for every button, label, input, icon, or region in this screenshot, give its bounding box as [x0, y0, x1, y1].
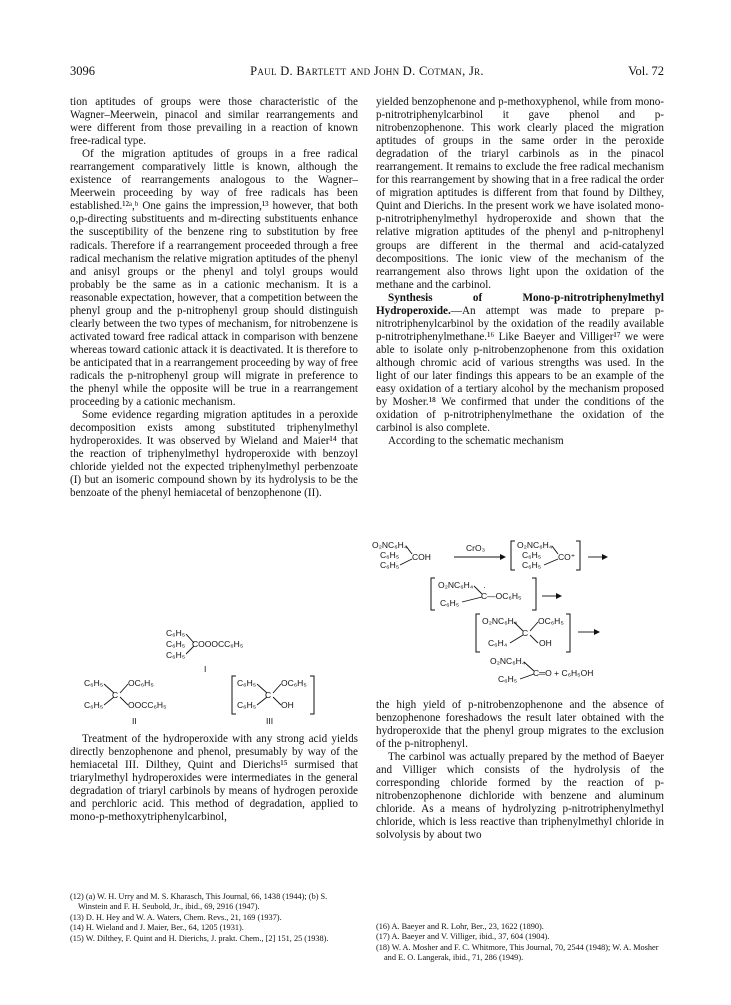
chem-label: CO⁺ — [558, 552, 576, 562]
footnote: (14) H. Wieland and J. Maier, Ber., 64, 1205 (1931). — [70, 923, 244, 933]
chem-label: C₆H₅ — [166, 639, 186, 649]
chem-label: C₆H₅ — [498, 674, 518, 684]
chem-label: C₆H₄ — [488, 638, 508, 648]
paragraph: tion aptitudes of groups were those characteristic of the Wagner–Meerwein, pinacol and similar rearrangements and were different from those prevailing in a reaction of known free-radical type. — [70, 96, 358, 148]
chem-label: OH — [539, 638, 552, 648]
reagent-label: CrO₃ — [466, 543, 486, 553]
paragraph: Some evidence regarding migration aptitudes in a peroxide decomposition exists among substituted triphenylmethyl hydroperoxides. It was observed by Wieland and Maier¹⁴ that the reaction of triphenylmethyl hydroperoxide with benzoyl chloride yielded not the expected triphenylmethyl perbenzoate (I) but an isomeric compound shown by its hydrolysis to be the benzoate of the phenyl hemiacetal of benzophenone (II). — [70, 409, 358, 500]
footnote: (18) W. A. Mosher and F. C. Whitmore, This Journal, 70, 2544 (1948); W. A. Mosher and E. O. Langerak, ibid., 71, 286 (1949). — [376, 942, 659, 963]
paragraph: the high yield of p-nitrobenzophenone and the absence of benzophenone foreshadows the result later obtained with the hydroperoxide that the phenyl group migrates to the exclusion of the p-nitrophenyl. — [376, 699, 664, 751]
chem-label: C₆H₅ — [84, 678, 104, 688]
left-column — [70, 96, 358, 500]
chem-label: O₂NC₆H₄ — [372, 540, 408, 550]
chem-label: C₆H₅ — [166, 628, 186, 638]
chem-label: C₆H₅ — [380, 560, 400, 570]
structure-III — [232, 676, 314, 726]
footnote: (16) A. Baeyer and R. Lohr, Ber., 23, 1622 (1890). — [376, 922, 544, 931]
paragraph: yielded benzophenone and p-methoxyphenol, while from mono-p-nitrotriphenylcarbinol it gave phenol and p-nitrobenzophenone. This work clearly placed the migration aptitudes of groups in the same order in the peroxide degradation of the triaryl carbinols as in the pinacol rearrangement. It remains to exclude the free radical mechanism for this rearrangement by showing that in a free radical the order of migration aptitudes is different from that found by Dilthey, Quint and Dierichs. In the present work we have isolated mono-p-nitrotriphenylmethyl hydroperoxide and shown that the relative migration aptitudes of the phenyl and p-nitrophenyl groups are different in the thermal and acid-catalyzed decompositions. The ionic view of the mechanism of the rearrangement also throws light upon the oxidation of the methane and the carbinol. — [376, 96, 664, 291]
footnotes-right — [376, 922, 664, 964]
paragraph: According to the schematic mechanism — [388, 435, 564, 448]
section-heading: Synthesis of Mono-p-nitrotriphenylmethyl Hydroperoxide. — [376, 291, 664, 317]
chem-label: C — [522, 628, 529, 638]
chem-label: O₂NC₆H₄ — [438, 580, 474, 590]
chem-label: C₆H₅ — [522, 560, 542, 570]
radical-dot: · — [483, 582, 486, 592]
footnote: (15) W. Dilthey, F. Quint and H. Dierichs, J. prakt. Chem., [2] 151, 25 (1938). — [70, 933, 329, 943]
reaction-arrow — [454, 543, 506, 560]
left-column-continued — [70, 733, 358, 824]
scheme-hemiacetal — [476, 614, 600, 652]
section-paragraph — [376, 292, 664, 436]
structure-number: I — [204, 664, 207, 674]
paragraph: The carbinol was actually prepared by the method of Baeyer and Villiger which consists of the hydrolysis of the corresponding chloride formed by the reaction of p-nitrobenzophenone dichloride with benzene and aluminum chloride. As a means of hydrolyzing p-nitrotriphenylmethyl chloride, which is less reactive than triphenylmethyl chloride in solvolysis by about two — [376, 751, 664, 842]
chem-label: C₆H₅ — [166, 650, 186, 660]
running-authors: Paul D. Bartlett and John D. Cotman, Jr. — [250, 64, 484, 78]
chem-label: C₆H₅ — [380, 550, 400, 560]
footnote: (13) D. H. Hey and W. A. Waters, Chem. Revs., 21, 169 (1937). — [70, 912, 282, 922]
scheme-radical — [431, 578, 562, 610]
chem-label: O₂NC₆H₄ — [482, 616, 518, 626]
footnote: (17) A. Baeyer and V. Villiger, ibid., 37, 604 (1904). — [376, 932, 550, 942]
right-column — [376, 96, 664, 448]
footnote: (12) (a) W. H. Urry and M. S. Kharasch, This Journal, 66, 1438 (1944); (b) S. Winstein and F. H. Seubold, Jr., ibid., 69, 2916 (1947). — [70, 892, 328, 912]
scheme-products — [490, 656, 593, 684]
chem-label: C₆H₅ — [522, 550, 542, 560]
chem-label: C₆H₅ — [440, 598, 460, 608]
structure-II — [84, 678, 167, 726]
chem-label: O₂NC₆H₄ — [490, 656, 526, 666]
page-number: 3096 — [70, 64, 95, 78]
structure-figure — [70, 626, 360, 726]
chem-label: OOCC₆H₅ — [128, 700, 167, 710]
reaction-scheme — [370, 538, 670, 688]
footnotes-left — [70, 892, 358, 944]
chem-label: C₆H₅ — [237, 700, 257, 710]
chem-label: OH — [281, 700, 294, 710]
chem-label: COH — [412, 552, 431, 562]
running-header — [70, 64, 664, 80]
paragraph-text: —An attempt was made to prepare p-nitrotriphenylcarbinol by the oxidation of the readily available p-nitrotriphenylmethane.¹⁶ Like Baeyer and Villiger¹⁷ we were able to isolate only p-nitrobenzophenone from this oxidation although chromic acid of various strengths was used. In the light of our later findings this appears to be an example of the easy oxidation of a tertiary alcohol by the mechanism proposed by Mosher.¹⁸ We confirmed that under the conditions of the oxidation of p-nitrotriphenylmethane the oxidation of the carbinol is also complete. — [376, 304, 664, 435]
structure-number: II — [132, 716, 137, 726]
chem-label: OC₆H₅ — [128, 678, 154, 688]
scheme-carbinol — [372, 540, 431, 570]
volume-label: Vol. 72 — [628, 64, 664, 78]
chem-label: C—OC₆H₅ — [481, 591, 522, 601]
structure-I — [166, 628, 243, 674]
chem-label: COOOCC₆H₅ — [192, 639, 244, 649]
chem-label: C═O + C₆H₅OH — [533, 668, 594, 678]
chem-label: C₆H₅ — [237, 678, 257, 688]
chem-label: C — [265, 690, 272, 700]
paragraph: Of the migration aptitudes of groups in a free radical rearrangement comparatively little is known, although the existence of rearrangements analogous to the Wagner–Meerwein proceeding by way of free radicals has been established.¹²ᵃ,ᵇ One gains the impression,¹³ however, that both o,p-directing substituents and m-directing substituents enhance the susceptibility of the benzene ring to substitution by free radicals. Therefore if a rearrangement proceeded through a free radical mechanism the relative migration aptitudes of the phenyl and anisyl groups or the phenyl and tolyl groups would probably be the same as in a cationic mechanism. It is a reasonable expectation, however, that a competition between the phenyl group and the p-nitrophenyl group should distinguish clearly between the two types of mechanism, for nitrobenzene is activated toward free radical attack in comparison with benzene whereas toward cationic attack it is deactivated. It is therefore to be anticipated that in a rearrangement proceeding by way of free radicals the p-nitrophenyl group will migrate in preference to the phenyl while the opposite will be true in a rearrangement proceeding by a cationic mechanism. — [70, 148, 358, 409]
chem-label: O₂NC₆H₄ — [517, 540, 553, 550]
chem-label: OC₆H₅ — [281, 678, 307, 688]
chem-label: C — [112, 690, 119, 700]
chem-label: OC₆H₅ — [538, 616, 564, 626]
chem-label: C₆H₅ — [84, 700, 104, 710]
right-column-continued — [376, 699, 664, 843]
paragraph: Treatment of the hydroperoxide with any strong acid yields directly benzophenone and phenol, presumably by way of the hemiacetal III. Dilthey, Quint and Dierichs¹⁵ surmised that triarylmethyl hydroperoxides were intermediates in the general degradation of triaryl carbinols by means of hydrogen peroxide and perchloric acid. This method of degradation, applied to mono-p-methoxytriphenylcarbinol, — [70, 733, 358, 824]
structure-number: III — [266, 716, 274, 726]
scheme-cation — [511, 540, 608, 570]
